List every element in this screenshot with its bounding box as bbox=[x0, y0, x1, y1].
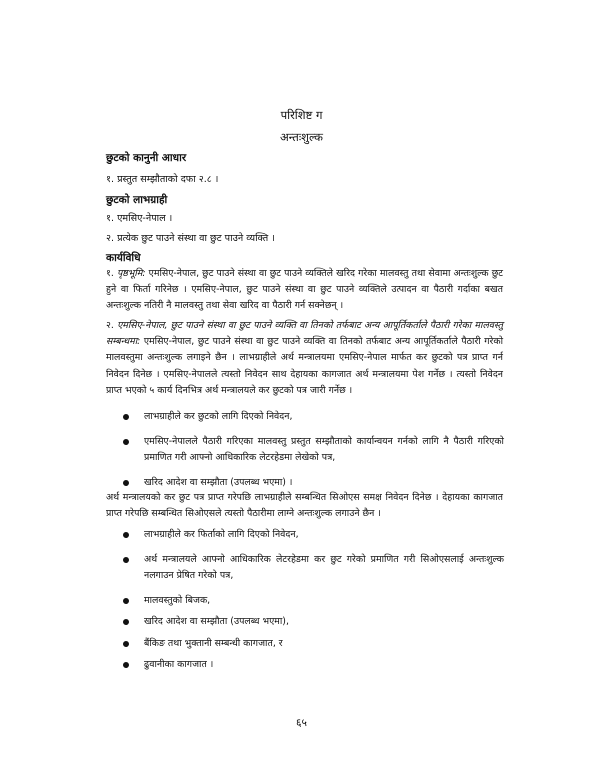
paragraph-text: एमसिए-नेपाल, छुट पाउने संस्था वा छुट पाउने व्यक्ति वा तिनको तर्फबाट अन्य आपूर्तिकर्ताले पैठारी गरेको मालवस्तुमा अन्तःशुल्क लगाइने छैन । लाभग्राहीले अर्थ मन्त्रालयमा एमसिए-नेपाल मार्फत कर छुटको पत्र प्राप्त गर्न निवेदन दिनेछ । एमसिए-नेपालले त्यस्तो निवेदन साथ देहायका कागजात अर्थ मन्त्रालयमा पेश गर्नेछ । त्यस्तो निवेदन प्राप्त भएको ५ कार्य दिनभित्र अर्थ मन्त्रालयले कर छुटको पत्र जारी गर्नेछ । bbox=[106, 336, 503, 396]
bullet-marker bbox=[123, 434, 131, 442]
bullet-marker bbox=[123, 527, 131, 535]
list-item: लाभग्राहीले कर फिर्ताको लागि दिएको निवेदन, bbox=[144, 529, 299, 540]
list-item: लाभग्राहीले कर छुटको लागि दिएको निवेदन, bbox=[144, 411, 293, 422]
list-item: खरिद आदेश वा सम्झौता (उपलब्ध भएमा), bbox=[144, 616, 289, 627]
paragraph-text: एमसिए-नेपाल, छुट पाउने संस्था वा छुट पाउने व्यक्तिले खरिद गरेका मालवस्तु तथा सेवामा अन्तःशुल्क छुट हुने वा फिर्ता गरिनेछ । एमसिए-नेपाल, छुट पाउने संस्था वा छुट पाउने व्यक्तिले उत्पादन वा पैठारी गर्दाका बखत अन्तःशुल्क नतिरी नै मालवस्तु तथा सेवा खरिद वा पैठारी गर्न सक्नेछन् । bbox=[106, 268, 503, 312]
list-item: मालवस्तुको बिजक, bbox=[144, 595, 211, 606]
list-item: ढुवानीका कागजात । bbox=[144, 659, 214, 670]
bullet-marker bbox=[123, 614, 131, 622]
bullet-marker bbox=[123, 657, 131, 665]
annex-title: परिशिष्ट ग bbox=[280, 108, 323, 122]
bullet-marker bbox=[123, 593, 131, 601]
annex-subtitle: अन्तःशुल्क bbox=[279, 130, 324, 144]
bullet-marker bbox=[123, 475, 131, 483]
procedure-paragraph-2 bbox=[106, 318, 503, 399]
procedure-paragraph-1 bbox=[106, 266, 503, 315]
paragraph-number: १. bbox=[106, 268, 114, 279]
bullet-marker bbox=[123, 552, 131, 560]
bullet-marker bbox=[123, 636, 131, 644]
procedure-paragraph-3: अर्थ मन्त्रालयको कर छुट पत्र प्राप्त गरेपछि लाभग्राहीले सम्बन्धित सिओएस समक्ष निवेदन दिनेछ । देहायका कागजात प्राप्त गरेपछि सम्बन्धित सिओएसले त्यस्तो पैठारीमा लाग्ने अन्तःशुल्क लगाउने छैन । bbox=[106, 492, 503, 520]
list-item: एमसिए-नेपालले पैठारी गरिएका मालवस्तु प्रस्तुत सम्झौताको कार्यान्वयन गर्नको लागि नै पैठारी गरिएको प्रमाणित गरी आफ्नो आधिकारिक लेटरहेडमा लेखेको पत्र, bbox=[144, 436, 504, 464]
list-item: खरिद आदेश वा सम्झौता (उपलब्ध भएमा) । bbox=[144, 477, 293, 488]
beneficiary-item-2: २. प्रत्येक छुट पाउने संस्था वा छुट पाउने व्यक्ति । bbox=[106, 233, 275, 244]
list-item: अर्थ मन्त्रालयले आफ्नो आधिकारिक लेटरहेडमा कर छुट गरेको प्रमाणित गरी सिओएसलाई अन्तःशुल्क नलगाउन प्रेषित गरेको पत्र, bbox=[144, 554, 504, 582]
page-number: ६५ bbox=[296, 717, 307, 729]
paragraph-number: २. bbox=[106, 320, 114, 331]
beneficiary-item-1: १. एमसिए-नेपाल । bbox=[106, 213, 173, 224]
imported-goods-label: एमसिए-नेपाल, छुट पाउने संस्था वा छुट पाउने व्यक्ति वा तिनको तर्फबाट अन्य आपूर्तिकर्ताले पैठारी गरेका मालवस्तु सम्बन्धमा: bbox=[106, 320, 504, 348]
beneficiary-heading: छुटको लाभग्राही bbox=[106, 194, 168, 206]
legal-basis-item-1: १. प्रस्तुत सम्झौताको दफा २.८ । bbox=[106, 174, 219, 185]
procedure-heading: कार्यविधि bbox=[106, 252, 141, 264]
legal-basis-heading: छुटको कानुनी आधार bbox=[106, 152, 187, 164]
bullet-marker bbox=[123, 409, 131, 417]
list-item: बैंकिङ तथा भुक्तानी सम्बन्धी कागजात, र bbox=[144, 638, 283, 649]
background-label: पृष्ठभूमि: bbox=[116, 268, 146, 279]
